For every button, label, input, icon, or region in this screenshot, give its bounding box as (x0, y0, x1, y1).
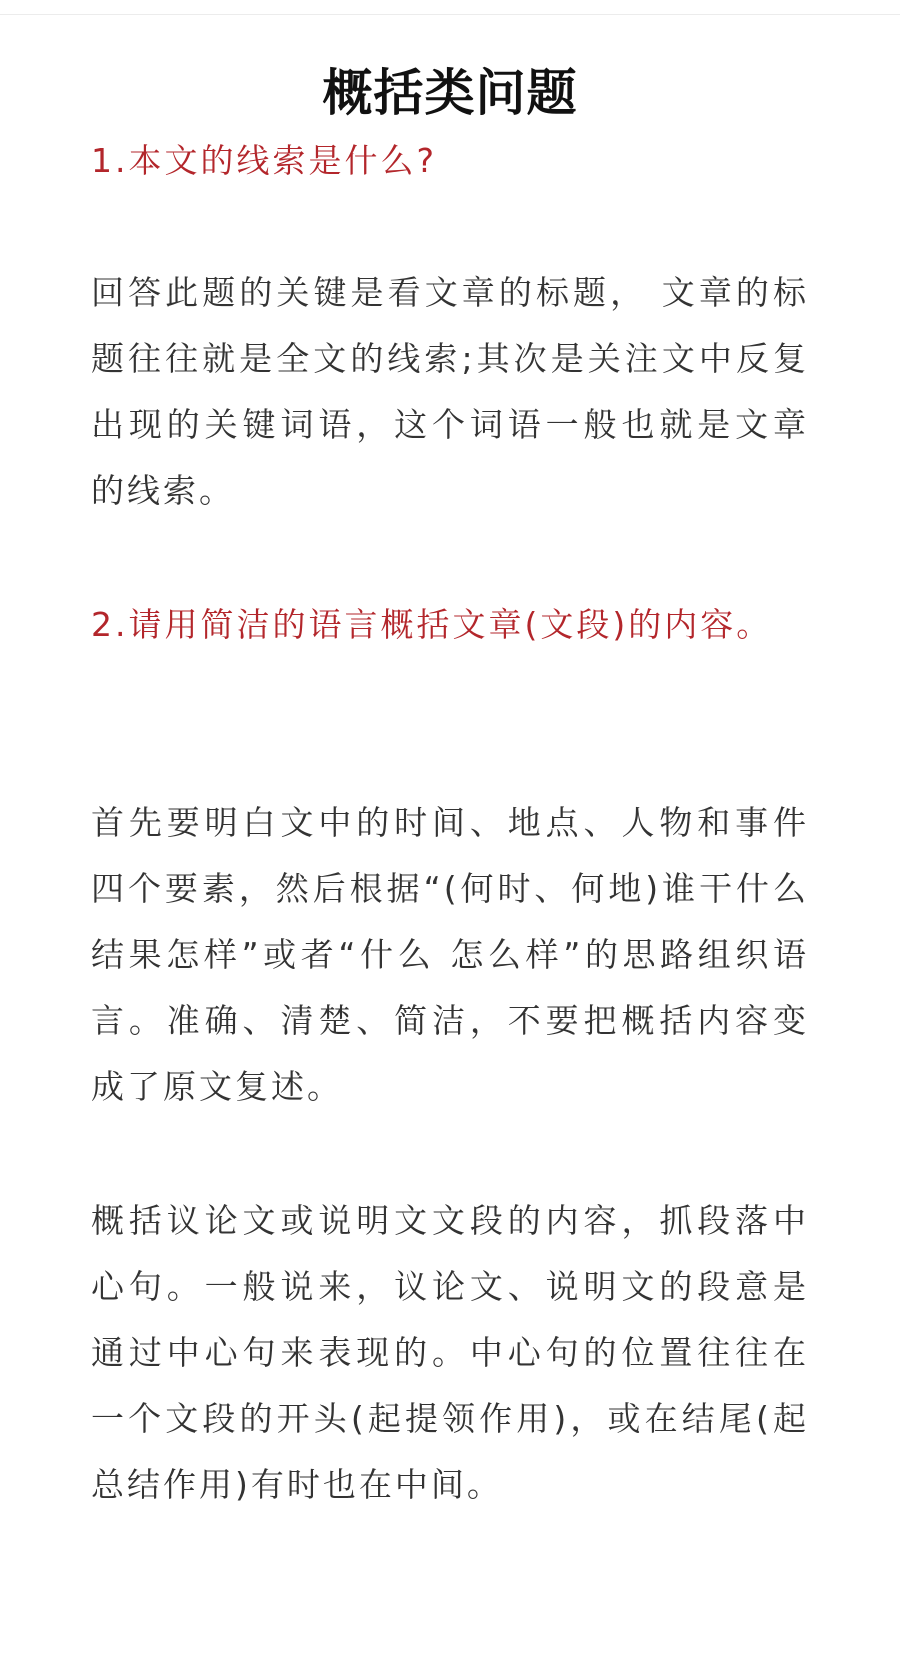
question-heading-1: 1.本文的线索是什么? (91, 141, 438, 180)
answer-paragraph-2: 首先要明白文中的时间、地点、人物和事件四个要素，然后根据“(何时、何地)谁干什么 结果怎样”或者“什么 怎么样”的思路组织语言。准确、清楚、简洁，不要把概括内容变成了原文复述。 (91, 803, 809, 1106)
question-heading-2: 2.请用简洁的语言概括文章(文段)的内容。 (91, 605, 773, 644)
top-divider (0, 14, 900, 15)
answer-paragraph-1: 回答此题的关键是看文章的标题， 文章的标题往往就是全文的线索;其次是关注文中反复出现的关键词语，这个词语一般也就是文章的线索。 (91, 273, 809, 510)
answer-paragraph-3: 概括议论文或说明文文段的内容，抓段落中心句。一般说来，议论文、说明文的段意是通过中心句来表现的。中心句的位置往往在一个文段的开头(起提领作用)，或在结尾(起总结作用)有时也在中间。 (91, 1201, 809, 1504)
page-title: 概括类问题 (322, 62, 578, 122)
